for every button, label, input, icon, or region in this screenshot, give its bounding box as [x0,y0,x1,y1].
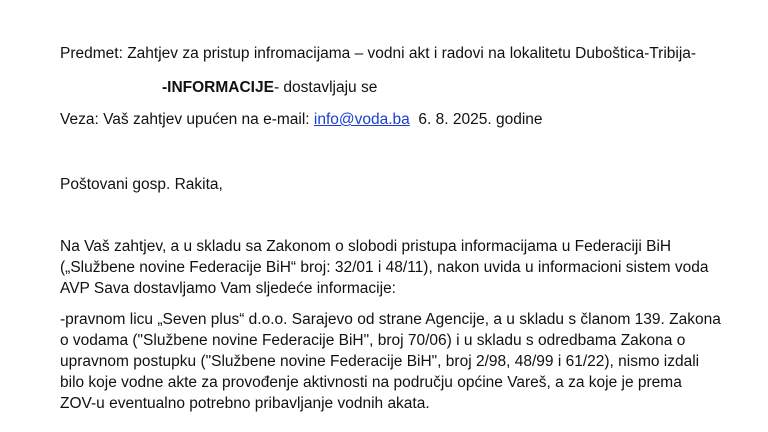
paragraph-line: AVP Sava dostavljamo Vam sljedeće informacije: [60,280,396,297]
paragraph-line: Na Vaš zahtjev, a u skladu sa Zakonom o slobodi pristupa informacijama u Federaciji BiH [60,238,672,255]
paragraph-line: ZOV-u eventualno potrebno pribavljanje vodnih akata. [60,395,430,412]
paragraph-line: -pravnom licu „Seven plus“ d.o.o. Sarajevo od strane Agencije, a u skladu s članom 139. Zakona [60,311,721,328]
subject-bold-label: -INFORMACIJE [162,79,274,96]
paragraph-line: („Službene novine Federacije BiH“ broj: 32/01 i 48/11), nakon uvida u informacioni sistem voda [60,259,709,276]
greeting [60,175,223,195]
greeting-text: Poštovani gosp. Rakita, [60,176,223,193]
reference-date: 6. 8. 2025. godine [418,111,543,128]
subject-text: Predmet: Zahtjev za pristup infromacijama – vodni akt i radovi na lokalitetu Duboštica-Tribija- [60,45,697,62]
paragraph-line: o vodama ("Službene novine Federacije BiH", broj 70/06) i u skladu s odredbama Zakona o [60,332,686,349]
reference-line [60,110,543,130]
paragraph-line: upravnom postupku ("Službene novine Federacije BiH", broj 2/98, 48/99 i 61/22), nismo izdali [60,353,700,370]
subject-tail: - dostavljaju se [273,79,378,96]
email-link[interactable]: info@voda.ba [313,111,410,128]
paragraph-information [60,309,740,414]
subject-line [60,44,696,64]
subject-info-line [162,78,377,98]
paragraph-line: bilo koje vodne akte za provođenje aktivnosti na području općine Vareš, a za koje je prema [60,374,682,391]
paragraph-request [60,236,740,299]
reference-prefix: Veza: Vaš zahtjev upućen na e-mail: [60,111,314,128]
